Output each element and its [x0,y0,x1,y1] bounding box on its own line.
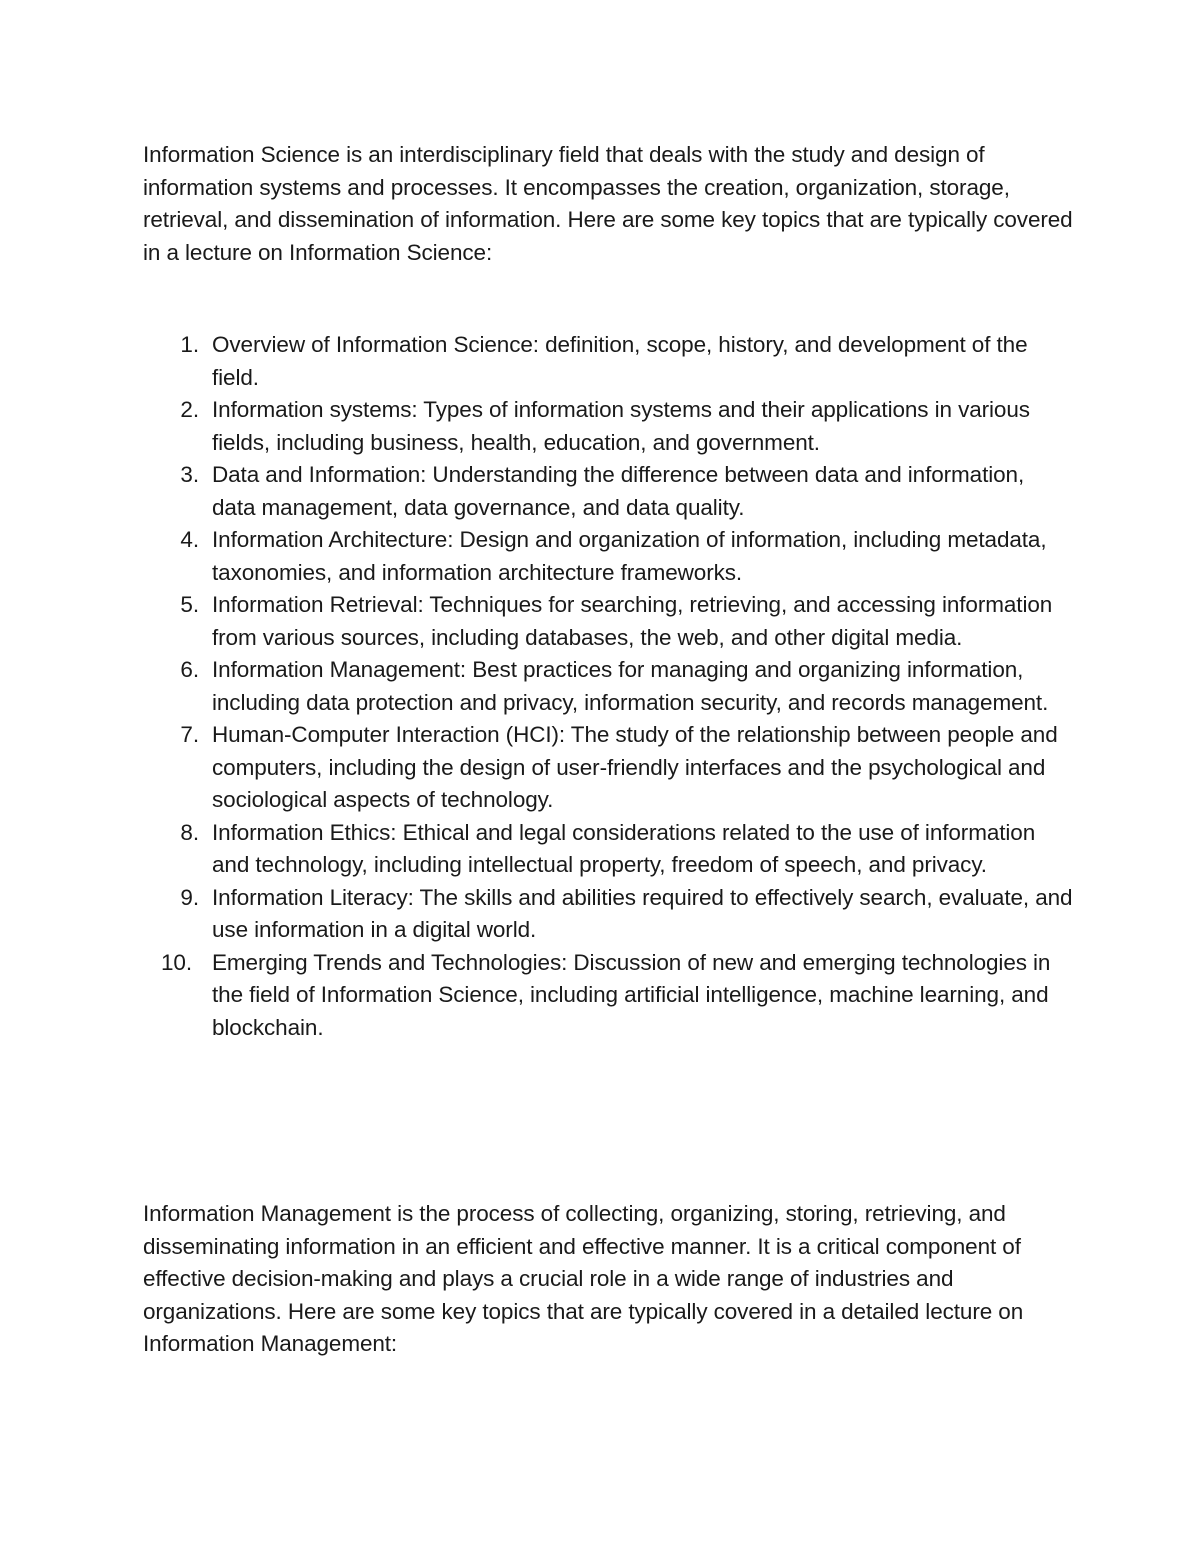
list-item-text: Data and Information: Understanding the difference between data and information, data management, data governance, and data quality. [212,462,1025,520]
list-item [143,524,1073,589]
list-item-number: 2. [180,397,199,422]
list-item-number: 8. [180,819,199,845]
list-item-number: 1. [180,332,199,357]
list-item-text: Information Literacy: The skills and abilities required to effectively search, evaluate, and use information in a digital world. [212,884,1073,942]
list-item-text: Information Ethics: Ethical and legal considerations related to the use of information and technology, including intellectual property, freedom of speech, and privacy. [212,819,1036,877]
list-item-number: 3. [180,462,199,487]
list-item-text: Human-Computer Interaction (HCI): The study of the relationship between people and computers, including the design of user-friendly interfaces and the psychological and sociological aspects of technology. [212,722,1058,812]
list-item-text: Information Retrieval: Techniques for searching, retrieving, and accessing information from various sources, including databases, the web, and other digital media. [212,592,1053,650]
list-item-text: Information Management: Best practices for managing and organizing information, including data protection and privacy, information security, and records management. [212,657,1049,715]
list-item [143,589,1073,654]
list-item-text: Information Architecture: Design and organization of information, including metadata, taxonomies, and information architecture frameworks. [212,527,1047,585]
management-paragraph: Information Management is the process of collecting, organizing, storing, retrieving, and disseminating information in an efficient and effective manner. It is a critical component of effective decision-making and plays a crucial role in a wide range of industries and organizations. Here are some key topics that are typically covered in a detailed lecture on Information Management: [143,1201,1024,1356]
list-item-number: 10. [161,949,192,975]
topic-list [143,329,1073,1044]
list-item-text: Emerging Trends and Technologies: Discussion of new and emerging technologies in the field of Information Science, including artificial intelligence, machine learning, and blockchain. [212,949,1051,1040]
list-item [143,329,1073,394]
list-item-number: 7. [180,722,199,747]
list-item [143,882,1073,947]
list-item-text: Overview of Information Science: definition, scope, history, and development of the field. [212,332,1028,390]
list-item [143,459,1073,524]
list-item [143,947,1073,1045]
list-item-number: 5. [180,592,199,617]
intro-paragraph: Information Science is an interdisciplinary field that deals with the study and design of information systems and processes. It encompasses the creation, organization, storage, retrieval, and dissemination of information. Here are some key topics that are typically covered in a lecture on Information Science: [143,142,1073,265]
list-item [143,817,1073,882]
list-item [143,719,1073,817]
list-item-number: 6. [180,657,199,682]
list-item-text: Information systems: Types of information systems and their applications in various fields, including business, health, education, and government. [212,397,1030,455]
list-item [143,394,1073,459]
list-item-number: 9. [180,884,199,910]
list-item-number: 4. [180,527,199,552]
list-item [143,654,1073,719]
